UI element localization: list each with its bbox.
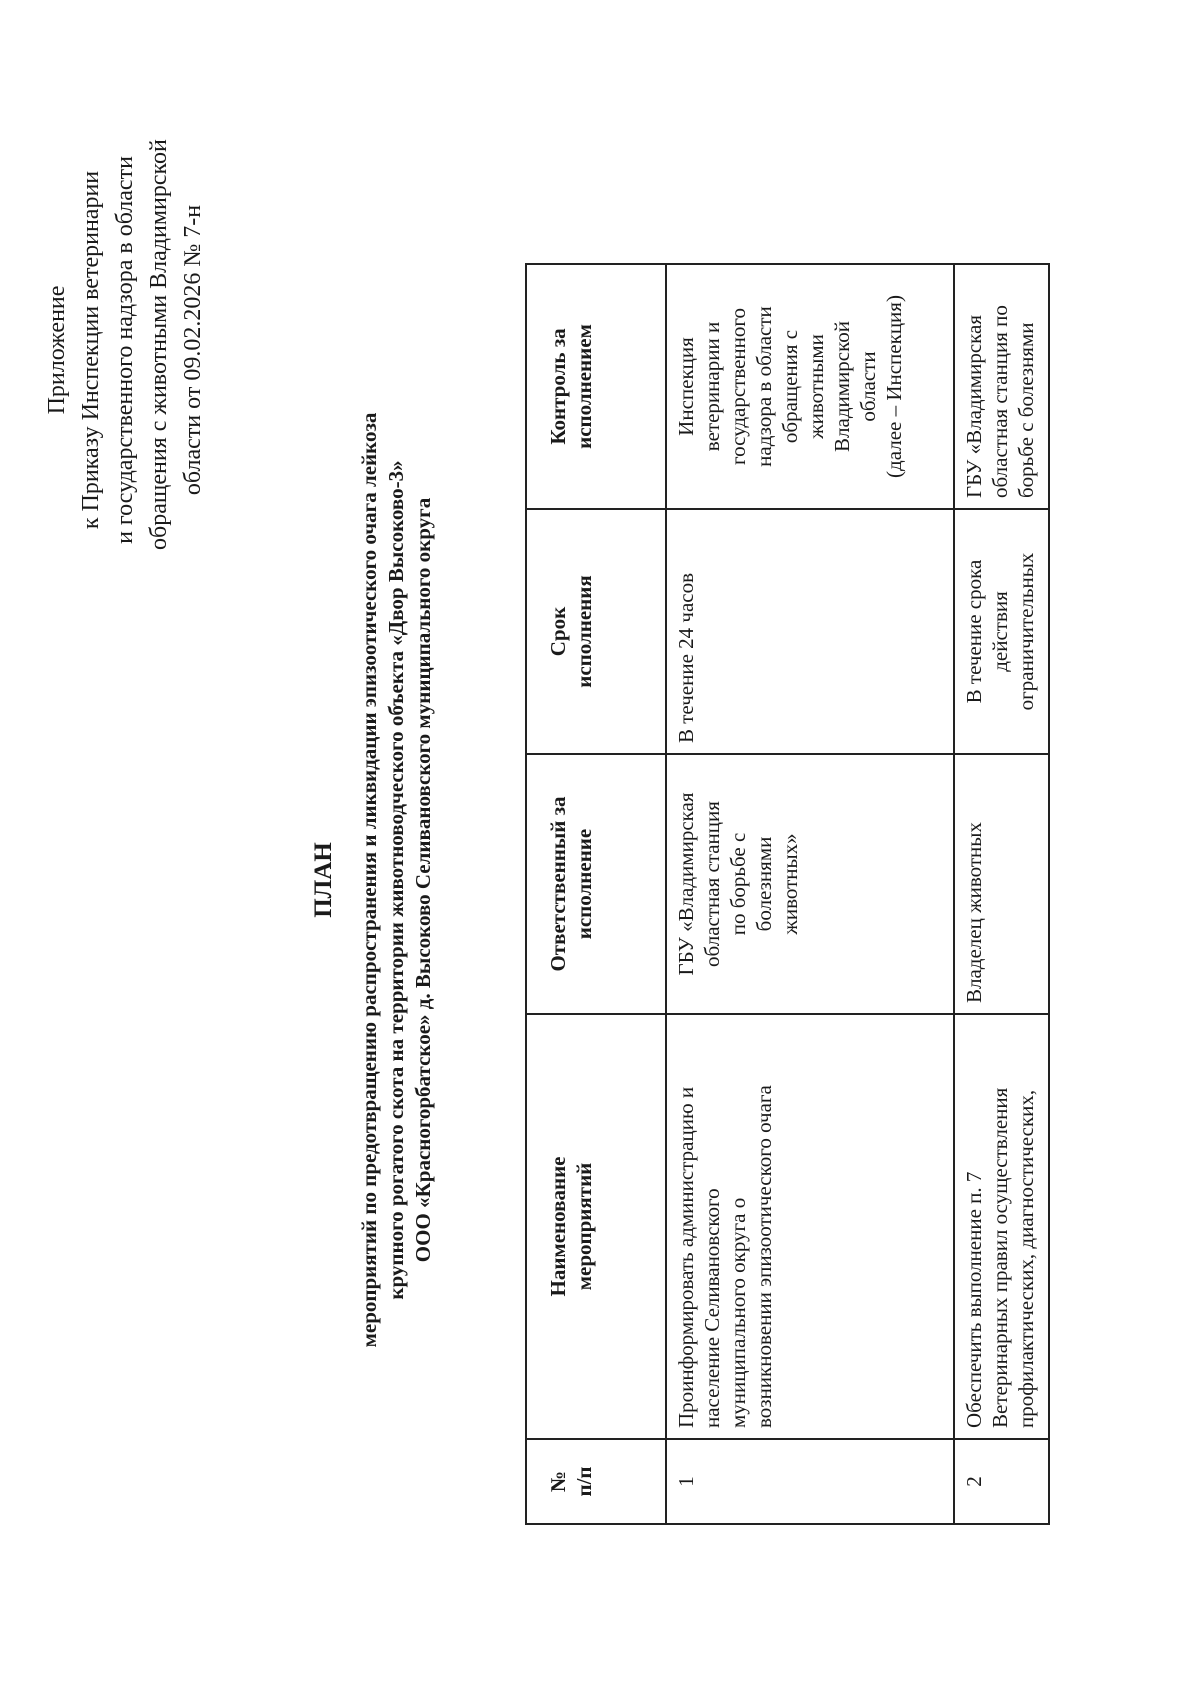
row-control [666, 264, 954, 509]
plan-table [525, 263, 1050, 1525]
header-line: исполнения [572, 575, 596, 688]
rotated-document-page [20, 90, 1080, 1670]
row-deadline [666, 509, 954, 754]
plan-subtitle-line: мероприятий по предотвращению распространения и ликвидации эпизоотического очага лейкоза [357, 412, 381, 1348]
cell-line: В течение 24 часов [674, 572, 698, 743]
appendix-line: области от 09.02.2026 № 7-н [180, 204, 206, 496]
appendix-header [40, 139, 210, 550]
cell-line: по борьбе с [726, 832, 750, 936]
plan-subtitle-line: ООО «Красногорбатское» д. Высоково Селивановского муниципального округа [411, 497, 435, 1263]
cell-line: государственного [726, 307, 750, 466]
plan-title: ПЛАН [310, 842, 337, 918]
cell-line: ограничительных [1014, 552, 1038, 711]
header-line: п/п [572, 1466, 596, 1497]
appendix-line: обращения с животными Владимирской [146, 139, 172, 550]
header-line: Срок [546, 606, 570, 657]
header-line: исполнение [572, 828, 596, 940]
cell-line: областная станция [700, 801, 724, 967]
header-line: Ответственный за [546, 796, 570, 972]
cell-line: В течение срока [962, 559, 986, 704]
plan-subtitle [356, 190, 437, 1570]
table-row [954, 264, 1049, 1524]
cell-line: Владелец животных [962, 822, 986, 1003]
row-control [954, 264, 1049, 509]
appendix-line: Приложение [44, 285, 70, 415]
row-responsible [666, 754, 954, 1014]
plan-subtitle-line: крупного рогатого скота на территории животноводческого объекта «Двор Высоково-3» [384, 460, 408, 1300]
cell-line: Проинформировать администрацию и [674, 1086, 698, 1428]
header-num [526, 1439, 666, 1524]
header-line: исполнением [572, 324, 596, 449]
cell-line: Владимирской [830, 321, 854, 452]
header-responsible [526, 754, 666, 1014]
cell-line: областная станция по [988, 305, 1012, 498]
header-line: Наименование [546, 1156, 570, 1297]
cell-line: борьбе с болезнями [1014, 322, 1038, 498]
table-row [666, 264, 954, 1524]
cell-line: профилактических, диагностических, [1014, 1089, 1038, 1428]
cell-line: (далее – Инспекция) [882, 295, 906, 478]
cell-line: Ветеринарных правил осуществления [988, 1087, 1012, 1428]
cell-line: муниципального округа о [726, 1197, 750, 1428]
row-deadline [954, 509, 1049, 754]
cell-line: действия [988, 591, 1012, 672]
header-control [526, 264, 666, 509]
header-measure [526, 1014, 666, 1439]
cell-line: Обеспечить выполнение п. 7 [962, 1171, 986, 1428]
appendix-line: к Приказу Инспекции ветеринарии [78, 170, 104, 530]
cell-line: животными [804, 334, 828, 439]
cell-line: области [856, 351, 880, 422]
header-line: мероприятий [572, 1162, 596, 1291]
cell-line: ГБУ «Владимирская [674, 792, 698, 976]
header-deadline [526, 509, 666, 754]
cell-line: животных» [778, 833, 802, 935]
cell-line: возникновении эпизоотического очага [752, 1085, 776, 1428]
cell-line: ветеринарии и [700, 321, 724, 452]
cell-line: население Селивановского [700, 1188, 724, 1428]
row-measure [954, 1014, 1049, 1439]
header-line: № [546, 1470, 570, 1493]
table-header-row [526, 264, 666, 1524]
header-line: Контроль за [546, 328, 570, 445]
row-num: 1 [666, 1439, 954, 1524]
cell-line: надзора в области [752, 306, 776, 467]
row-num: 2 [954, 1439, 1049, 1524]
row-responsible [954, 754, 1049, 1014]
cell-line: Инспекция [674, 337, 698, 436]
row-measure [666, 1014, 954, 1439]
cell-line: болезнями [752, 836, 776, 932]
cell-line: ГБУ «Владимирская [962, 314, 986, 498]
appendix-line: и государственного надзора в области [112, 156, 138, 544]
cell-line: обращения с [778, 329, 802, 444]
